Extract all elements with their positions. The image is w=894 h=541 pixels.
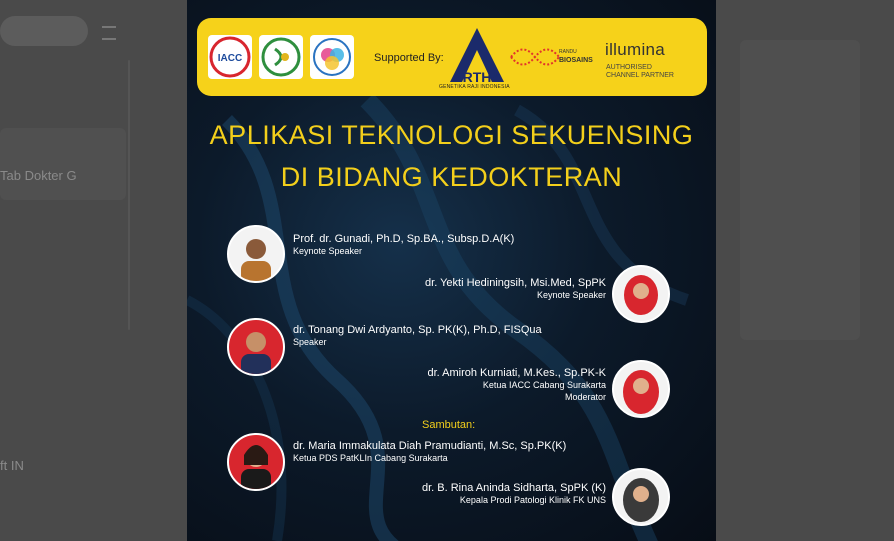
background-right-panel <box>740 40 860 340</box>
illumina-logo: illumina <box>605 40 666 59</box>
event-poster <box>187 0 716 541</box>
sponsor-bar <box>197 18 707 96</box>
illumina-subtitle-line-1: AUTHORISED <box>606 64 652 71</box>
poster-title-line-2: DI BIDANG KEDOKTERAN <box>280 162 623 192</box>
speaker-role: Kepala Prodi Patologi Klinik FK UNS <box>459 495 606 505</box>
speaker-name: dr. Yekti Hediningsih, Msi.Med, SpPK <box>425 277 606 289</box>
illumina-subtitle <box>606 64 674 80</box>
sambutan-label: Sambutan: <box>422 419 476 431</box>
speaker-role-secondary: Moderator <box>564 392 606 402</box>
alumni-logo <box>310 35 354 79</box>
speaker-role: Ketua IACC Cabang Surakarta <box>482 380 606 390</box>
speaker-name: dr. B. Rina Aninda Sidharta, SpPK (K) <box>421 482 606 494</box>
background-article-card <box>0 128 126 200</box>
speaker-name: dr. Maria Immakulata Diah Pramudianti, M.Sc, Sp.PK(K) <box>293 440 567 452</box>
background-article-title: Tab Dokter G <box>0 168 77 183</box>
iacc-logo <box>208 35 252 79</box>
speaker-role: Speaker <box>293 337 327 347</box>
artha-logo <box>444 24 510 90</box>
artha-subtitle: GENETIKA RAJI INDONESIA <box>439 84 510 90</box>
svg-text:IACC: IACC <box>217 53 243 64</box>
background-search-bar <box>0 16 88 46</box>
speaker-role: Ketua PDS PatKLIn Cabang Surakarta <box>293 453 448 463</box>
speaker-photo-gunadi <box>227 225 285 283</box>
supported-by-label: Supported By: <box>374 52 444 64</box>
speaker-photo-amiroh <box>612 360 670 418</box>
speaker-photo-rina <box>612 468 670 526</box>
background-footer-text: ft IN <box>0 458 24 473</box>
illumina-subtitle-line-2: CHANNEL PARTNER <box>606 72 674 79</box>
speaker-photo-tonang <box>227 318 285 376</box>
speaker-name: dr. Amiroh Kurniati, M.Kes., Sp.PK-K <box>427 367 606 379</box>
svg-text:BIOSAINS: BIOSAINS <box>559 57 593 64</box>
svg-text:RANDU: RANDU <box>559 49 577 55</box>
background-sidebar-panel <box>128 60 130 330</box>
pds-patklin-logo <box>259 35 303 79</box>
speaker-photo-maria <box>227 433 285 491</box>
speaker-photo-yekti <box>612 265 670 323</box>
background-menu-icon <box>102 26 116 40</box>
speaker-name: Prof. dr. Gunadi, Ph.D, Sp.BA., Subsp.D.A(K) <box>293 233 515 245</box>
speaker-name: dr. Tonang Dwi Ardyanto, Sp. PK(K), Ph.D, FISQua <box>293 324 542 336</box>
speaker-role: Keynote Speaker <box>536 290 606 300</box>
poster-title-line-1: APLIKASI TEKNOLOGI SEKUENSING <box>209 120 694 150</box>
speaker-role: Keynote Speaker <box>293 246 363 256</box>
biosains-logo <box>509 40 599 74</box>
svg-text:ARTHA: ARTHA <box>452 69 502 85</box>
